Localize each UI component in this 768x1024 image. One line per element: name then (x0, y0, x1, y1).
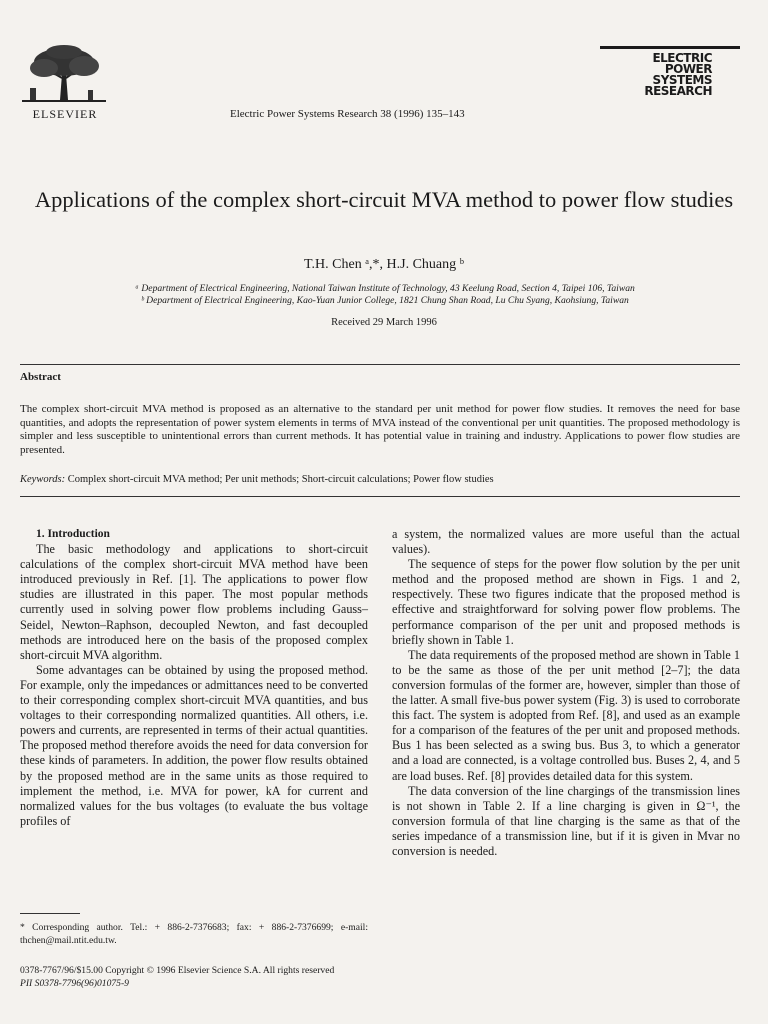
body-paragraph: The data conversion of the line chargings of the transmission lines is not shown in Table 2. If a line charging is given in Ω⁻¹, the conversion formula of that line charging is the same as that of the series impedance of a transmission line, but if it is given in Mvar no conversion is needed. (392, 783, 740, 858)
brand-word: SYSTEMS (652, 73, 712, 87)
abstract-bottom-rule (20, 496, 740, 497)
paper-title: Applications of the complex short-circuit MVA method to power flow studies (34, 187, 734, 212)
body-paragraph: a system, the normalized values are more useful than the actual values). (392, 527, 740, 557)
brand-word: RESEARCH (644, 84, 712, 98)
received-date: Received 29 March 1996 (331, 317, 437, 328)
copyright-block (20, 965, 740, 990)
abstract-top-rule (20, 364, 740, 365)
affiliation-b: ᵇ Department of Electrical Engineering, Kao-Yuan Junior College, 1821 Chung Shan Road, Lu Chu Syang, Kaohsiung, Taiwan (141, 295, 629, 306)
keywords-line (20, 474, 740, 485)
keywords-text: Complex short-circuit MVA method; Per unit methods; Short-circuit calculations; Power flow studies (65, 474, 494, 485)
abstract-heading: Abstract (20, 371, 61, 383)
body-paragraph: The sequence of steps for the power flow solution by the per unit method and the proposed method are shown in Figs. 1 and 2, respectively. These two figures indicate that the proposed method is effective and straightforward for solving power flow problems. The performance comparison of the per unit and proposed methods is briefly shown in Table 1. (392, 557, 740, 647)
section-heading: 1. Introduction (36, 528, 110, 540)
brand-word: POWER (664, 62, 712, 76)
right-column (392, 527, 740, 859)
publisher-name: ELSEVIER (32, 107, 98, 121)
left-column (20, 527, 368, 829)
elsevier-tree-logo-icon (22, 44, 106, 106)
journal-citation: Electric Power Systems Research 38 (1996) 135–143 (230, 108, 465, 120)
copyright-line: 0378-7767/96/$15.00 Copyright © 1996 Elsevier Science S.A. All rights reserved (20, 965, 335, 976)
brand-word: ELECTRIC (652, 51, 712, 65)
footnote-rule (20, 913, 80, 914)
affiliation-a: ᵃ Department of Electrical Engineering, National Taiwan Institute of Technology, 43 Keelung Road, Section 4, Taipei 106, Taiwan (135, 283, 635, 294)
author-list: T.H. Chen ᵃ,*, H.J. Chuang ᵇ (304, 257, 464, 272)
abstract-text: The complex short-circuit MVA method is proposed as an alternative to the standard per unit method for power flow studies. It removes the need for base quantities, and adopts the representation of power system elements in terms of MVA instead of the conventional per unit quantities. The proposed methodology is simpler and less susceptible to unintentional errors than current methods. It has potential value in training and industry. Applications to power flow studies are presented. (20, 403, 740, 456)
keywords-label: Keywords: (20, 474, 66, 485)
brand-rule (600, 46, 740, 49)
corresponding-author-footnote: * Corresponding author. Tel.: + 886-2-7376683; fax: + 886-2-7376699; e-mail: thchen@mail.ntit.edu.tw. (20, 922, 368, 946)
pii-line: PII S0378-7796(96)01075-9 (20, 977, 129, 989)
body-paragraph: The basic methodology and applications to short-circuit calculations of the complex short-circuit MVA method have been introduced previously in Ref. [1]. The applications to power flow studies are illustrated in this paper. The most popular methods currently used in solving power flow problems including Gauss–Seidel, Newton–Raphson, decoupled Newton, and fast decoupled methods are introduced here on the basis of the proposed complex short-circuit MVA algorithm. (20, 542, 368, 662)
journal-brand-logo (600, 46, 740, 97)
body-paragraph: Some advantages can be obtained by using the proposed method. For example, only the impedances or admittances need to be converted to their corresponding complex short-circuit MVA quantities, and bus voltages to their corresponding normalized quantities. All others, i.e. powers and currents, are represented in terms of their actual quantities. The proposed method therefore avoids the need for data conversion for these kinds of parameters. In addition, the power flow results obtained by the proposed method are in the same units as those required to implement the method, i.e. MVA for power, kA for current and normalized values for the bus voltages (to evaluate the bus voltage profiles of (20, 662, 368, 828)
body-paragraph: The data requirements of the proposed method are shown in Table 1 to be the same as those of the per unit method [2–7]; the data conversion formulas of the former are, however, simpler than those of the latter. A small five-bus power system (Fig. 3) is used to corroborate this fact. The system is adopted from Ref. [8], and used as an example for a comparison of the features of the per unit and proposed methods. Bus 1 has been selected as a swing bus. Bus 3, to which a generator and a load are connected, is a voltage controlled bus. Buses 2, 4, and 5 are load buses. Ref. [8] provides detailed data for this system. (392, 647, 740, 783)
